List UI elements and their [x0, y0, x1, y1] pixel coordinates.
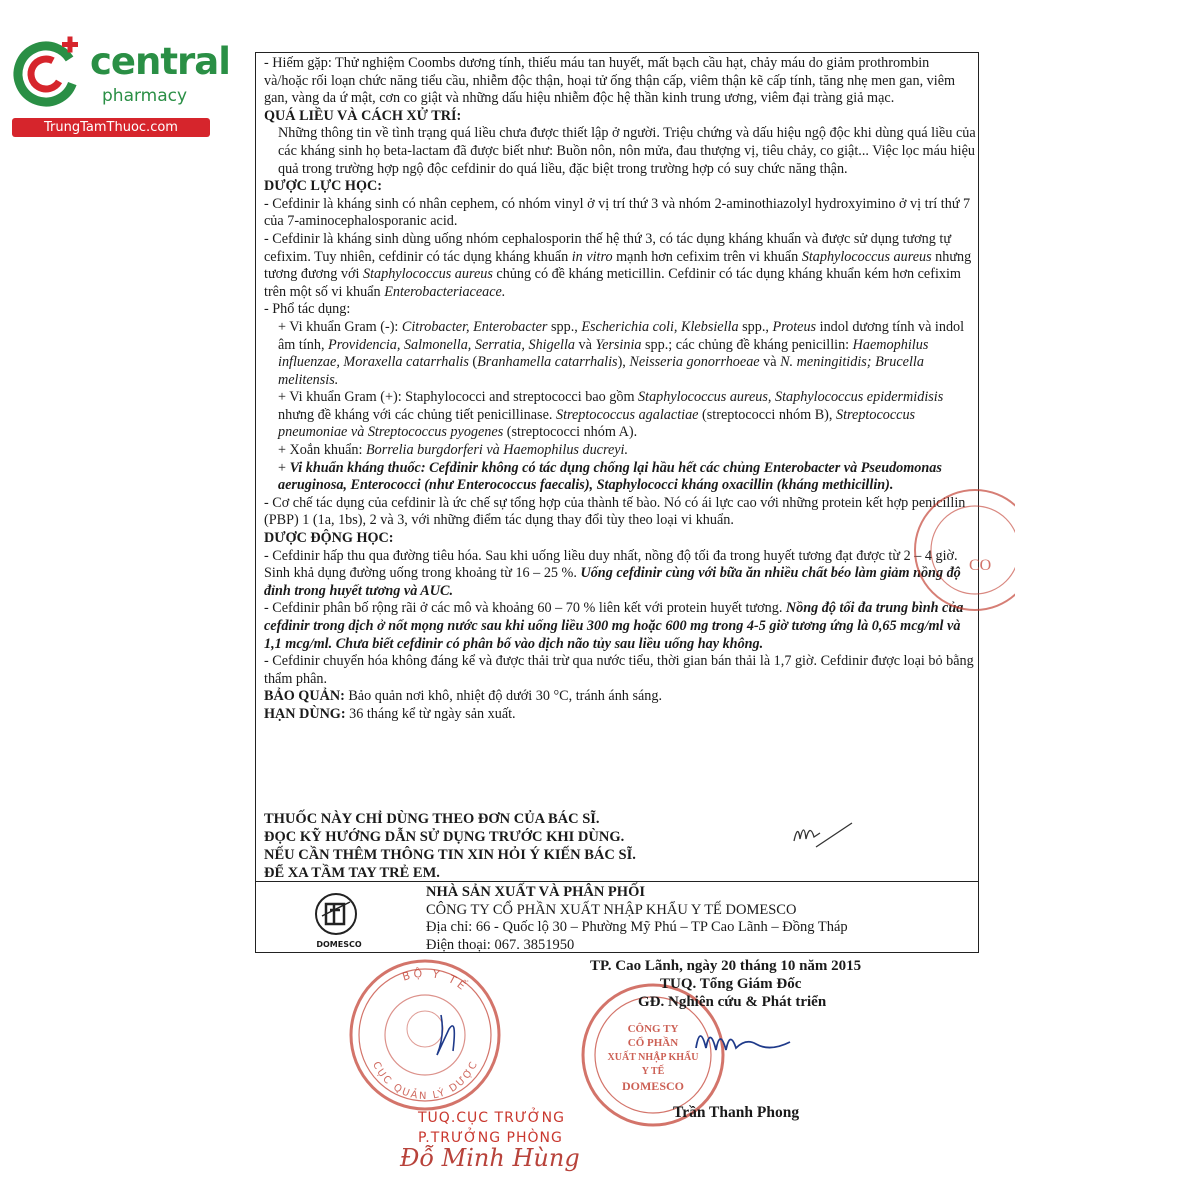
signer-name: Trần Thanh Phong	[673, 1104, 800, 1121]
seal-line-2: CỔ PHẦN	[627, 1037, 679, 1049]
manufacturer-address: Địa chỉ: 66 - Quốc lộ 30 – Phường Mỹ Phú – TP Cao Lãnh – Đồng Tháp	[426, 919, 848, 936]
leaflet-page	[255, 52, 979, 953]
svg-text:CỤC QUẢN LÝ DƯỢC	[370, 1059, 481, 1102]
notice-line: THUỐC NÀY CHỈ DÙNG THEO ĐƠN CỦA BÁC SĨ.	[264, 811, 600, 827]
central-logo-icon	[10, 36, 88, 114]
signature-block	[590, 957, 910, 1011]
notice-line: NẾU CẦN THÊM THÔNG TIN XIN HỎI Ý KIẾN BÁC SĨ.	[264, 847, 636, 863]
director-signature	[690, 1018, 800, 1068]
expiry-line: HẠN DÙNG: 36 tháng kể từ ngày sản xuất.	[264, 705, 516, 722]
authority-line-2: P.TRƯỞNG PHÒNG	[418, 1130, 563, 1146]
spirochetes-paragraph: + Xoắn khuẩn: Borrelia burgdorferi và Haemophilus ducreyi.	[278, 442, 629, 459]
side-stamp-seal	[905, 480, 1015, 620]
logo-url-banner: TrungTamThuoc.com	[12, 118, 210, 137]
svg-text:CO: CO	[969, 557, 992, 574]
seal-line-5: DOMESCO	[621, 1079, 685, 1093]
seal-top-text: BỘ Y TẾ	[400, 966, 471, 995]
manufacturer-phone: Điện thoại: 067. 3851950	[426, 936, 575, 953]
authority-line-1: TUQ.CỤC TRƯỞNG	[418, 1110, 565, 1126]
ministry-seal	[345, 955, 505, 1115]
manufacturer-company: CÔNG TY CỔ PHẦN XUẤT NHẬP KHẨU Y TẾ DOMESCO	[426, 901, 797, 918]
pk-distribution-paragraph: - Cefdinir phân bố rộng rãi ở các mô và khoảng 60 – 70 % liên kết với protein huyết tương. Nồng độ tối đa trung bình của cefdinir trong dịch ở nốt mọng nước sau khi uống liều 300 mg hoặc 600 mg trong 4-5 giờ tương ứng là 0,65 mcg/ml và 1,1 mcg/ml. Chưa biết cefdinir có phân bố vào dịch não tủy sau liều uống hay không.	[264, 600, 964, 652]
manufacturer-block	[256, 882, 978, 952]
leaflet-body	[264, 55, 976, 724]
notice-line: ĐỂ XA TẦM TAY TRẺ EM.	[264, 865, 440, 881]
pharmacodynamics-heading: DƯỢC LỰC HỌC:	[264, 178, 382, 195]
pd-paragraph-structure: - Cefdinir là kháng sinh có nhân cephem, có nhóm vinyl ở vị trí thứ 3 và nhóm 2-aminothiazolyl hydroxyimino ở vị trí thứ 7 của 7-aminocephalosporanic acid.	[264, 195, 971, 230]
pd-paragraph-generation: - Cefdinir là kháng sinh dùng uống nhóm cephalosporin thế hệ thứ 3, có tác dụng kháng khuẩn và được sử dụng tương tự cefixim. Tuy nhiên, cefdinir có tác dụng kháng khuẩn in vitro mạnh hơn cefixim trên vi khuẩn Staphylococcus aureus nhưng tương đương với Staphylococcus aureus chủng có đề kháng meticillin. Cefdinir có tác dụng kháng khuẩn kém hơn cefixim trên một số vi khuẩn Enterobacteriaceace.	[264, 230, 972, 300]
initials-scribble	[786, 813, 866, 853]
signature-date: TP. Cao Lãnh, ngày 20 tháng 10 năm 2015	[590, 958, 862, 974]
gram-negative-paragraph: + Vi khuẩn Gram (-): Citrobacter, Enterobacter spp., Escherichia coli, Klebsiella spp., Proteus indol dương tính và indol âm tính, Providencia, Salmonella, Serratia, Shigella và Yersinia spp.; các chủng đề kháng penicillin: Haemophilus influenzae, Moraxella catarrhalis (Branhamella catarrhalis), Neisseria gonorrhoeae và N. meningitidis; Brucella melitensis.	[278, 318, 965, 388]
mechanism-paragraph: - Cơ chế tác dụng của cefdinir là ức chế sự tổng hợp của thành tế bào. Nó có ái lực cao với những protein kết hợp penicillin (PBP) 1 (1a, 1bs), 2 và 3, với những điểm tác dụng thay đổi tùy theo loại vi khuẩn.	[264, 494, 966, 529]
overdose-paragraph: Những thông tin về tình trạng quá liều chưa được thiết lập ở người. Triệu chứng và dấu hiệu ngộ độc khi dùng quá liều của các kháng sinh họ beta-lactam đã được biết như: Buồn nôn, nôn mửa, đau thượng vị, tiêu chảy, co giật... Việc lọc máu hiệu quả trong trường hợp ngộ độc cefdinir do quá liều, đặc biệt trong trường hợp có suy chức năng thận.	[278, 125, 976, 177]
central-pharmacy-logo	[10, 36, 230, 136]
seal-line-4: Y TẾ	[641, 1066, 665, 1077]
resistant-bacteria-paragraph: + Vi khuẩn kháng thuốc: Cefdinir không có tác dụng chống lại hầu hết các chủng Enterobacter và Pseudomonas aeruginosa, Enterococci (như Enterococcus faecalis), Staphylococci kháng oxacillin (kháng methicillin).	[278, 459, 942, 494]
notice-line: ĐỌC KỸ HƯỚNG DẪN SỬ DỤNG TRƯỚC KHI DÙNG.	[264, 829, 625, 845]
gram-positive-paragraph: + Vi khuẩn Gram (+): Staphylococci and streptococci bao gồm Staphylococcus aureus, Staphylococcus epidermidisis nhưng đề kháng với các chủng tiết penicillinase. Streptococcus agalactiae (streptococci nhóm B), Streptococcus pneumoniae và Streptococcus pyogenes (streptococci nhóm A).	[278, 389, 944, 441]
pharmacokinetics-heading: DƯỢC ĐỘNG HỌC:	[264, 530, 394, 547]
logo-wordmark: central	[90, 40, 230, 83]
seal-bottom-text: CỤC QUẢN LÝ DƯỢC	[370, 1058, 481, 1103]
storage-line: BẢO QUẢN: Bảo quản nơi khô, nhiệt độ dưới 30 °C, tránh ánh sáng.	[264, 688, 662, 705]
authority-name: Đỗ Minh Hùng	[400, 1144, 580, 1172]
rare-effects-paragraph: - Hiếm gặp: Thử nghiệm Coombs dương tính, thiếu máu tan huyết, mất bạch cầu hạt, chảy máu do giảm prothrombin và/hoặc rối loạn chức năng tiểu cầu, nhiễm độc thận, hoại tử ống thận cấp, viêm thận kẽ cấp tính, tăng nhẹ men gan, viêm gan, vàng da ứ mật, cơn co giật và những dấu hiệu nhiễm độc hệ thần kinh trung ương, viêm đại tràng giả mạc.	[264, 55, 956, 107]
overdose-heading: QUÁ LIỀU VÀ CÁCH XỬ TRÍ:	[264, 107, 462, 124]
domesco-logo-label: DOMESCO	[316, 940, 362, 949]
logo-subtitle: pharmacy	[102, 86, 188, 106]
seal-line-1: CÔNG TY	[627, 1023, 679, 1035]
spectrum-label: - Phổ tác dụng:	[264, 301, 351, 318]
seal-line-3: XUẤT NHẬP KHẨU	[607, 1052, 699, 1063]
signature-authority: TUQ. Tổng Giám Đốc	[660, 976, 802, 992]
pk-elimination-paragraph: - Cefdinir chuyển hóa không đáng kể và được thải trừ qua nước tiểu, thời gian bán thải là 1,7 giờ. Cefdinir được loại bỏ bằng thẩm phân.	[264, 653, 974, 687]
authority-signature-block	[400, 1108, 580, 1172]
manufacturer-text	[426, 884, 848, 954]
manufacturer-heading: NHÀ SẢN XUẤT VÀ PHÂN PHỐI	[426, 884, 645, 900]
pk-absorption-paragraph: - Cefdinir hấp thu qua đường tiêu hóa. Sau khi uống liều duy nhất, nồng độ tối đa trong huyết tương đạt được từ 2 – 4 giờ. Sinh khả dụng đường uống trong khoảng từ 16 – 25 %. Uống cefdinir cùng với bữa ăn nhiều chất béo làm giảm nồng độ đỉnh trong huyết tương và AUC.	[264, 547, 961, 599]
signature-title: GĐ. Nghiên cứu & Phát triển	[638, 994, 827, 1010]
